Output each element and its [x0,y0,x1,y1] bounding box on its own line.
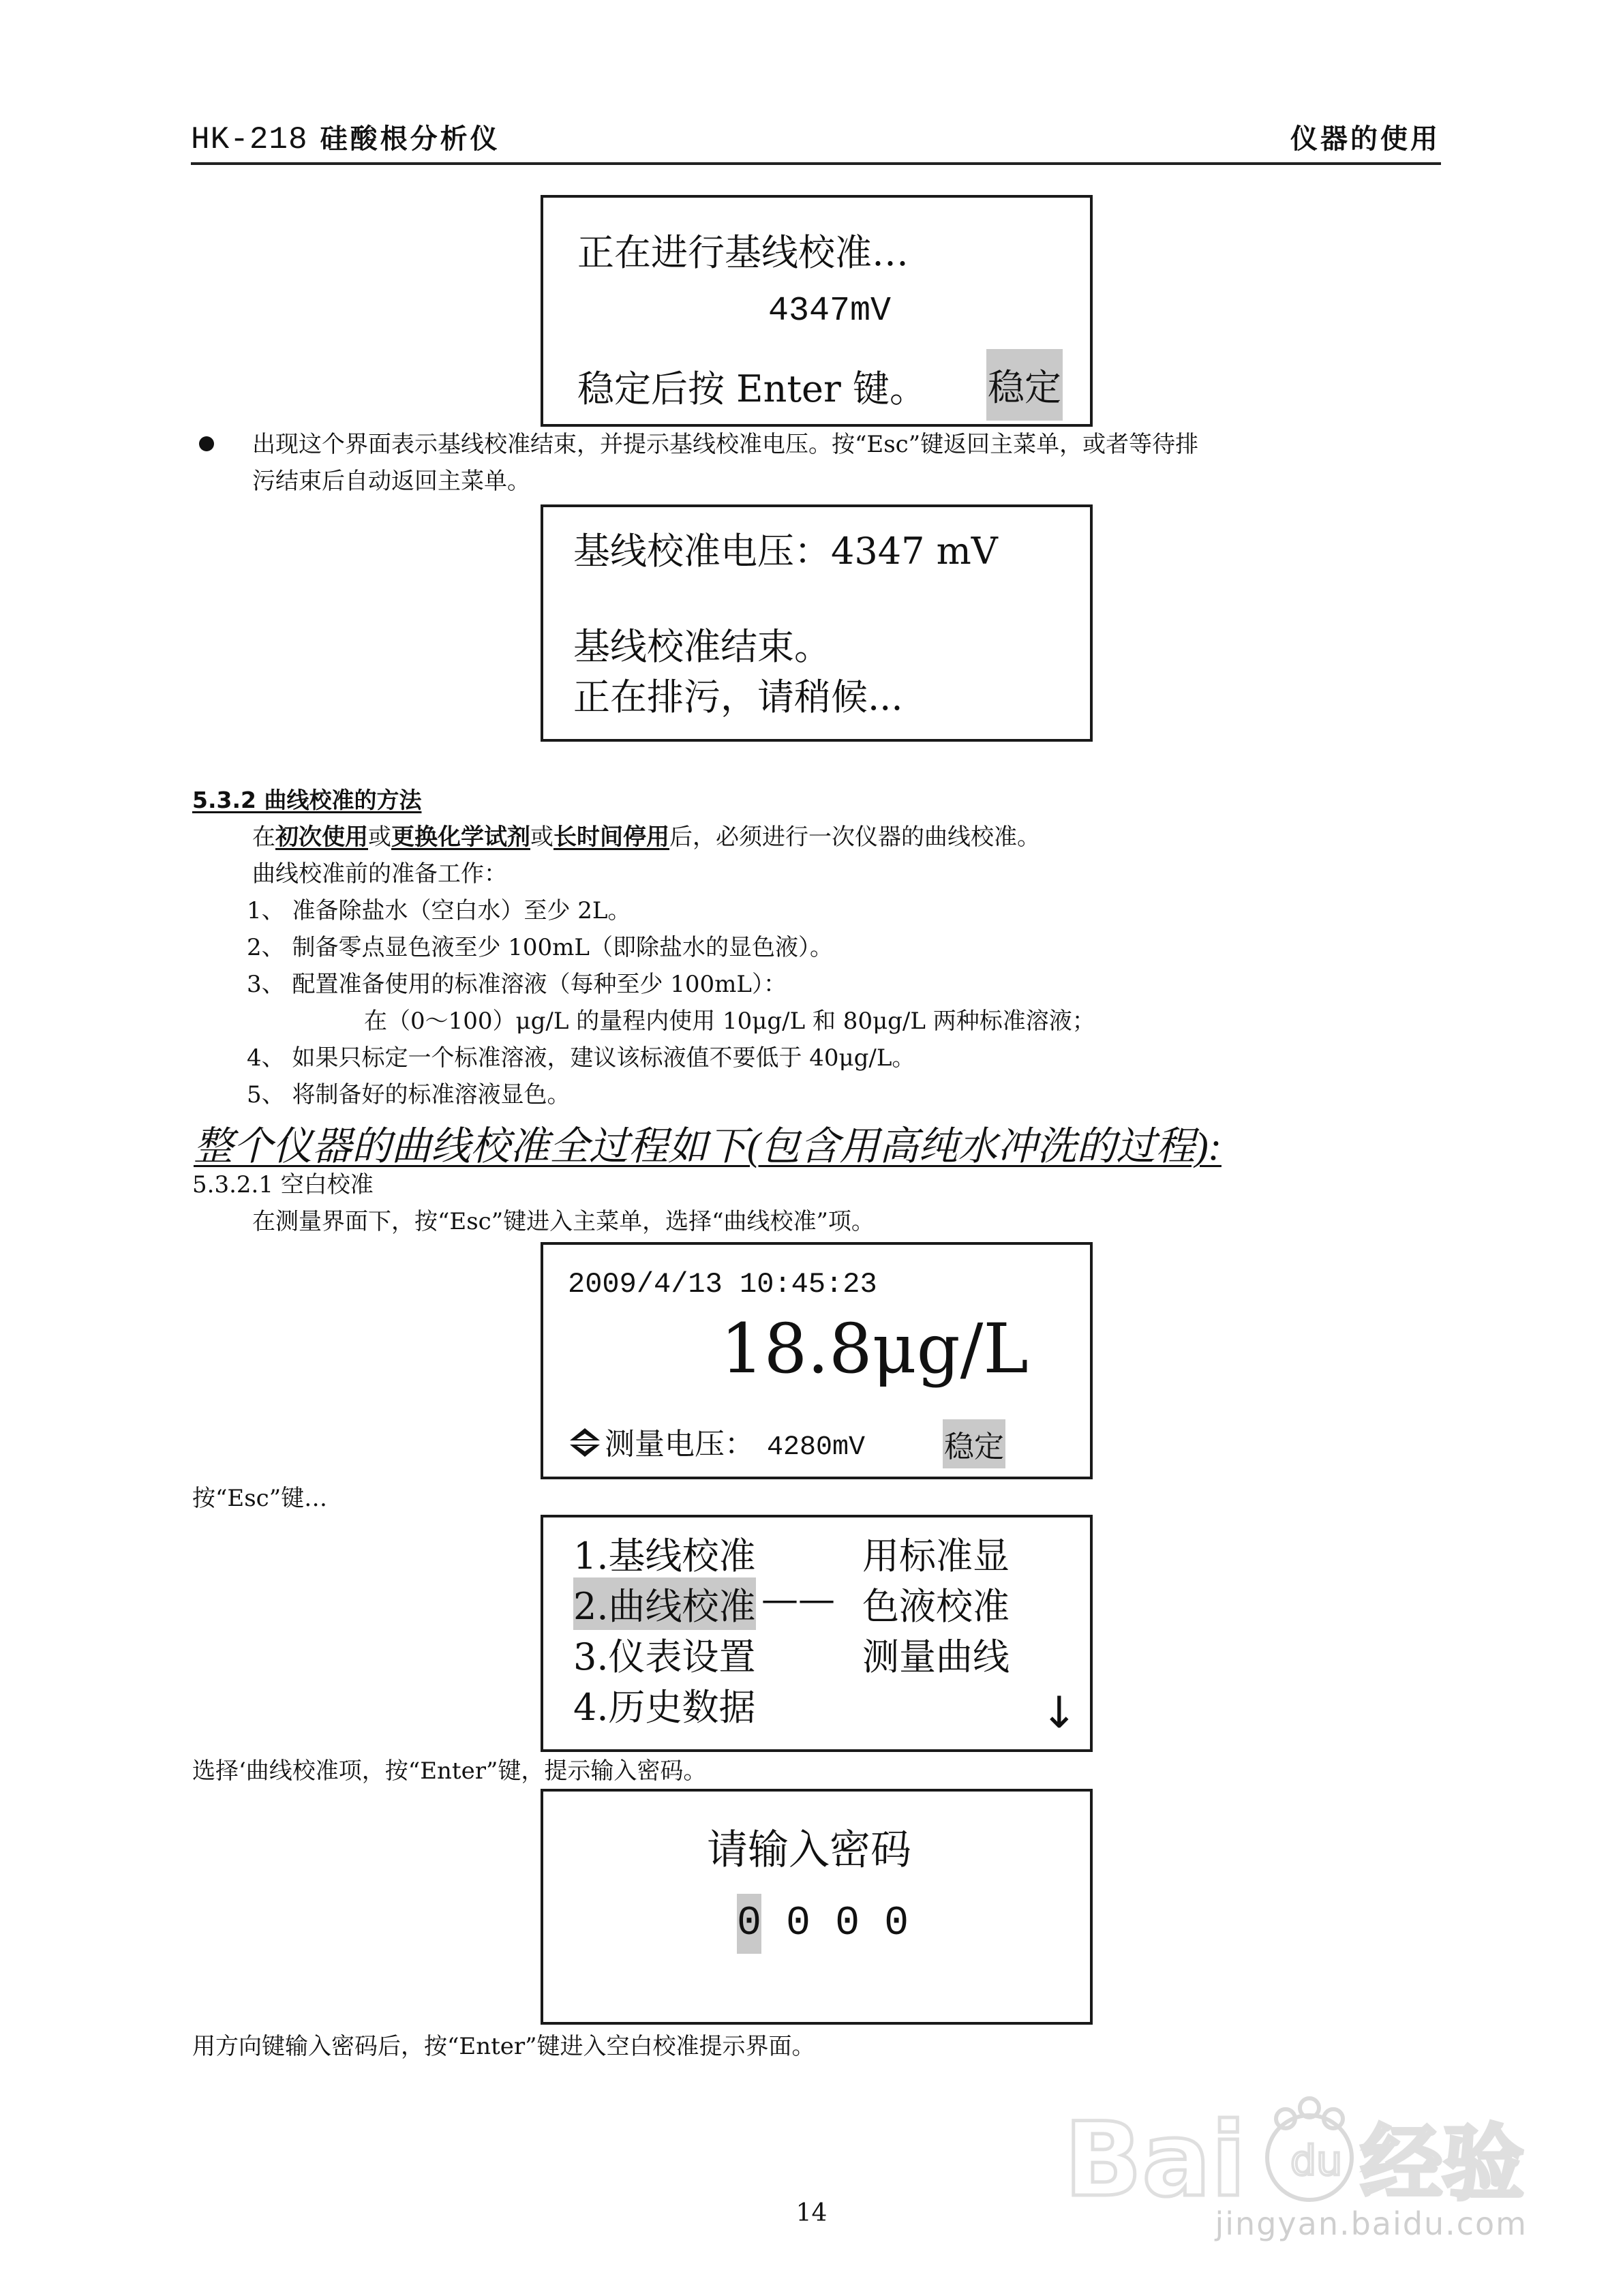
bullet-icon [199,436,214,451]
step-text: 用方向键输入密码后，按“Enter”键进入空白校准提示界面。 [192,2033,815,2060]
menu-item-settings[interactable]: 3.仪表设置 [573,1635,756,1678]
step-text: 按“Esc”键… [192,1485,328,1512]
list-item: 4、 如果只标定一个标准溶液，建议该标液值不要低于 40μg/L。 [247,1044,915,1072]
section-intro [252,819,1040,855]
menu-item-history[interactable]: 4.历史数据 [573,1686,756,1729]
intro-term: 初次使用 [275,824,368,851]
lcd-reading: 18.8μg/L [721,1309,1029,1389]
step-text: 选择‘曲线校准项，按“Enter”键，提示输入密码。 [192,1757,707,1785]
intro-term: 长时间停用 [553,824,669,851]
lcd-main-menu [541,1515,1093,1752]
subsection-text: 在测量界面下，按“Esc”键进入主菜单，选择“曲线校准”项。 [252,1208,875,1235]
list-item-detail: 在（0～100）μg/L 的量程内使用 10μg/L 和 80μg/L 两种标准溶液； [364,1008,1095,1035]
svg-text:du: du [1290,2137,1343,2185]
menu-item-baseline[interactable]: 1.基线校准 [573,1535,756,1577]
intro-text: 或 [530,824,553,851]
lcd-password [541,1789,1093,2025]
page-number: 14 [795,2199,828,2227]
menu-connector: —— [761,1577,835,1620]
lcd-prompt: 稳定后按 Enter 键。 [577,367,926,410]
svg-text:经验: 经验 [1361,2117,1524,2211]
lcd-voltage-row [568,1419,865,1467]
intro-text: 在 [252,824,275,851]
list-item: 5、 将制备好的标准溶液显色。 [247,1081,571,1108]
lcd-baseline-calibrating [541,195,1093,427]
password-digit[interactable]: 0 [786,1901,811,1947]
prep-title: 曲线校准前的准备工作： [252,860,507,888]
list-item: 1、 准备除盐水（空白水）至少 2L。 [247,897,631,924]
svg-text:Bai: Bai [1064,2101,1246,2220]
watermark-url: jingyan.baidu.com [1215,2205,1528,2242]
lcd-line: 基线校准结束。 [573,625,831,668]
password-title: 请输入密码 [707,1826,911,1874]
lcd-line: 正在排污，请稍候... [573,676,903,719]
list-item: 2、 制备零点显色液至少 100mL（即除盐水的显色液）。 [247,934,833,961]
note-line: 出现这个界面表示基线校准结束，并提示基线校准电压。按“Esc”键返回主菜单，或者等待排 [252,431,1199,458]
lcd-line: 正在进行基线校准… [577,231,909,274]
lcd-measurement [541,1242,1093,1479]
down-arrow-icon: ↓ [1041,1688,1078,1738]
voltage-value: 4280mV [767,1432,866,1463]
lcd-baseline-finished [541,504,1093,742]
intro-term: 更换化学试剂 [391,824,530,851]
password-digit[interactable]: 0 [884,1901,909,1947]
header-model: HK-218 [191,122,308,157]
password-digits[interactable] [737,1901,909,1947]
header-title [191,117,500,157]
process-title: 整个仪器的曲线校准全过程如下(包含用高纯水冲洗的过程): [194,1124,1222,1168]
menu-item-curve[interactable]: 2.曲线校准 [573,1577,756,1630]
password-digit[interactable]: 0 [737,1894,761,1954]
submenu-item[interactable]: 色液校准 [862,1585,1010,1628]
header-section: 仪器的使用 [1290,123,1440,155]
lcd-voltage: 4347mV [768,292,892,331]
up-down-arrow-icon [568,1425,602,1467]
header-rule [191,162,1441,165]
section-heading: 5.3.2 曲线校准的方法 [192,787,422,813]
subsection-heading: 5.3.2.1 空白校准 [192,1171,374,1198]
voltage-label: 测量电压： [605,1427,755,1462]
intro-text: 或 [368,824,391,851]
submenu-item[interactable]: 用标准显 [862,1535,1010,1577]
password-digit[interactable]: 0 [835,1901,860,1947]
list-item: 3、 配置准备使用的标准溶液（每种至少 100mL）： [247,971,787,998]
lcd-status-badge: 稳定 [986,349,1063,421]
intro-text: 后，必须进行一次仪器的曲线校准。 [669,824,1040,851]
header-product: 硅酸根分析仪 [320,123,500,155]
lcd-line: 基线校准电压：4347 mV [573,530,998,573]
note-line: 污结束后自动返回主菜单。 [252,468,530,495]
lcd-datetime: 2009/4/13 10:45:23 [568,1268,877,1301]
submenu-item[interactable]: 测量曲线 [862,1635,1010,1678]
lcd-status-badge: 稳定 [943,1419,1005,1468]
